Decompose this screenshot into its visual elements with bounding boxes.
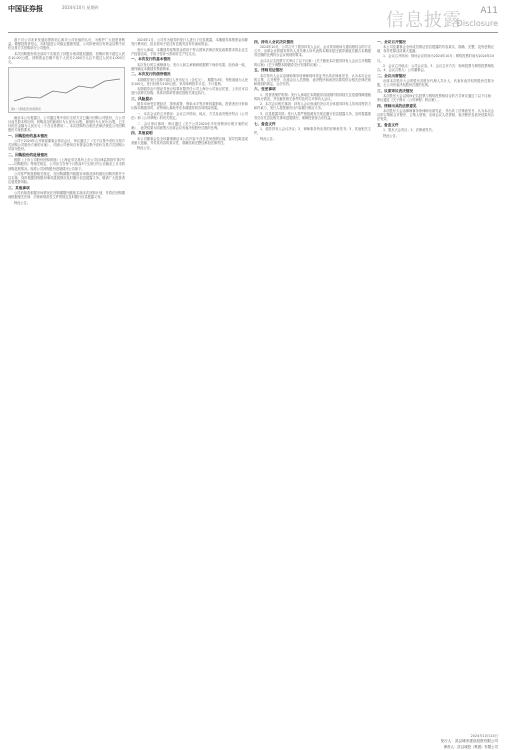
masthead-date: 2024年10月 星期四 [62,5,99,10]
paragraph: 本次股东大会以现场记名投票与网络投票相结合的方式审议通过了以下议案：审议通过《关于修订〈公司章程〉的议案》。 [377,94,494,103]
section-heading: 六、变更事项 [254,87,276,92]
figure-box [8,67,125,113]
section-heading: 五、律师见证情况 [254,68,283,73]
paragraph: 发行人承诺，本期债券募集资金将用于符合国家法律法规及政策要求的企业生产经营活动，不用于弥补亏损和非生产性支出。 [131,47,248,56]
issuer-line-2: 保荐人：武汉城投（集团）有限公司 [443,745,498,749]
paragraph: 一、本次会议的召开情况：会议召开时间、地点、方式及表决程序符合《公司法》和《公司章程》的有关规定。 [131,111,248,121]
page-header [0,0,506,34]
paragraph: 特此公告。 [383,133,399,138]
paragraph: 公司后续将根据市场情况在回购期限内继续实施本次回购计划，并将在回购期间根据相关法律、法规和规范性文件的规定及时履行信息披露义务。 [8,191,125,200]
column-1 [8,38,125,732]
paragraph: 本次持有人会议由律师事务所律师现场见证并出具法律意见书，认为本次会议的召集、召开程序、出席会议人员资格、表决程序和表决结果均符合相关法律法规和规则的规定，合法有效。 [254,73,371,86]
section-heading: 四、其他说明 [131,131,153,136]
paragraph: 2、本次会议相关事项：持有人会议形成的决议对全体债券持有人具有同等效力和约束力，发行人将按照决议内容履行相应义务。 [254,102,371,111]
issuer-line-1: 发行人：武汉城市建设投资有限公司 [440,739,498,743]
section-heading: 四、律师出具的法律意见 [377,103,417,108]
section-heading: 三、风险提示 [131,97,153,101]
section-heading: 三、其他事项 [8,185,30,190]
paragraph: 基于对公司未来发展前景的信心和对公司价值的认可，为维护广大投资者利益，增强投资者信心，同时促进公司稳定健康发展，公司拟使用自有资金以集中竞价交易方式回购部分公司股份。 [8,38,125,51]
paragraph: 本次发行的主承销商为，发行人和主承销商根据网下询价结果，经协商一致，最终确定本期债券票面利率。 [131,62,248,71]
paragraph: 特此公告。 [14,200,30,205]
paragraph: 1、债券持有人会议决议；2、律师事务所出具的法律意见书；3、其他相关文件。 [254,127,371,136]
paragraph: 公司于2024年召开第届董事会第次会议，审议通过了《关于以集中竞价交易方式回购公司股份方案的议案》，同意公司使用自有资金以集中竞价交易方式回购公司部分股份。 [8,139,125,152]
section-heading: 一、回购股份的基本情况 [8,133,48,138]
figure-caption: 图1：回购股份进展情况 [11,106,41,111]
column-4 [377,38,494,732]
section-title: 信息披露 [386,10,462,31]
paragraph: 本次股东大会由律师事务所律师出席见证，并出具了法律意见书，认为本次会议的召集和召开程序、召集人资格、出席会议人员资格、表决程序及表决结果均合法有效。 [377,109,494,122]
header-rule [8,32,498,33]
section-heading: 二、本次发行的债券情况 [131,72,171,77]
paragraph: 2024年10月，公司召开了债券持有人会议，会议采用现场与通讯相结合的方式召开，出席会议的债券持有人及代理人所代表的本期未偿还债券面值总额占本期债券总额的比例符合会议规则的要求。 [254,44,371,58]
paragraph: 1、股东大会决议；2、法律意见书。 [383,128,435,133]
section-heading: 五、备查文件 [377,123,399,128]
paragraph: 本次回购股份将全部用于实施员工持股计划或股权激励，回购价格不超过人民币10.00元/股，回购资金总额不低于人民币2,000万元且不超过人民币4,000万元。 [8,51,125,64]
paragraph: 会议以记名投票方式审议了以下议案：《关于豁免本次债券持有人会议召开期限的议案》《关于调整本期债券兑付安排的议案》。 [254,58,371,67]
paragraph: 1、会议召开时间：现场会议时间为2024年10月；网络投票时间为2024年10月。 [377,54,494,63]
section-heading: 二、回购股份的进展情况 [8,153,48,157]
section-heading: 四、持有人会议决议情况 [254,39,294,44]
paragraph: 本期债券发行总额不超过人民币亿元（含亿元），期限为3年，每张面值为人民币100元，发行价格为100元/张，采用单利按年计息，不计复利。 [131,77,248,86]
column-3 [254,38,371,732]
masthead: 中国证券报 [8,4,43,13]
paragraph: 本公司董事会及全体董事保证本公告内容不存在任何虚假记载、误导性陈述或者重大遗漏，并对其内容的真实性、准确性和完整性承担法律责任。 [131,136,248,145]
paragraph: 公司将严格按照相关规定，在回购期限内根据市场情况择机做出回购决策并予以实施，同时根据回购股份事项进展情况及时履行信息披露义务，敬请广大投资者注意投资风险。 [8,172,125,185]
section-heading: 二、会议出席情况 [377,73,406,78]
paragraph: 2、会议召开地点：公司会议室。3、会议召开方式：现场投票与网络投票相结合。4、会议召集人：公司董事会。 [377,64,494,73]
paragraph: 债券市场受宏观经济、国家政策、利率水平等多种因素影响，投资者在评价和认购本期债券时，应特别认真地考虑本期债券的各项风险因素。 [131,102,248,111]
paragraph: 本公司及董事会全体成员保证信息披露的内容真实、准确、完整，没有虚假记载、误导性陈述或重大遗漏。 [377,44,494,53]
paragraph: 2024年1月，公司作为债券的发行人进行了信息披露，本期债券募集资金扣除发行费用后，拟全部用于偿还有息债务及补充流动资金。 [131,38,248,47]
page-number: A11 [480,6,498,16]
paragraph: 二、会议审议事项：审议通过《关于公司2024年半年度利润分配方案的议案》，表决结果为同意票占出席会议有表决权股份总数的比例。 [131,121,248,130]
page-footer [0,732,506,750]
figure-graphic [12,71,123,105]
paragraph: 本期债券由中国证券登记结算有限责任公司上海分公司登记托管，上市后可以进行质押式回购，具体折算率等事宜按相关规定执行。 [131,87,248,96]
paragraph: 根据《上市公司股份回购规则》《上海证券交易所上市公司自律监管指引第7号——回购股份》等相关规定，公司应当在每个月的前3个交易日内公告截至上月末的回购进展情况。现将公司回购股份进展情况公告如下。 [8,158,125,171]
section-heading: 一、本次发行的基本情况 [131,57,171,62]
paragraph: 3、信息披露安排：发行人将严格按照有关规定履行信息披露义务，及时披露债券兑付兑息及相关事项进展情况，保障投资者合法权益。 [254,111,371,121]
paragraph: 特此公告。 [137,146,153,151]
paragraph: 截至本公告披露日，公司通过集中竞价交易方式已累计回购公司股份，占公司目前总股本的比例，回购成交的最高价为人民币元/股，最低价为人民币元/股，已支付的总金额为人民币元（不含交易费用）。本次回购符合相关法律法规及公司回购股份方案的要求。 [8,115,125,133]
column-2 [131,38,248,732]
section-heading: 一、会议召开情况 [377,39,406,44]
section-title-en: Disclosure [456,19,498,28]
section-heading: 七、备查文件 [254,121,276,126]
paragraph: 特此公告。 [260,136,276,141]
figure-line [14,79,120,101]
paragraph: 出席本次股东大会的股东及股东代理人共计人，代表有表决权的股份总数为股，占公司有表决权股份总数的比例。 [377,79,494,88]
paragraph: 1、投资者保护机制：发行人承诺在本期债券存续期内将持续关注偿债保障措施的执行情况，并在触发相关条件时及时召开持有人会议。 [254,92,371,101]
section-heading: 三、议案审议表决情况 [377,88,413,93]
footer-date: 2024年10月24日 [470,734,498,738]
